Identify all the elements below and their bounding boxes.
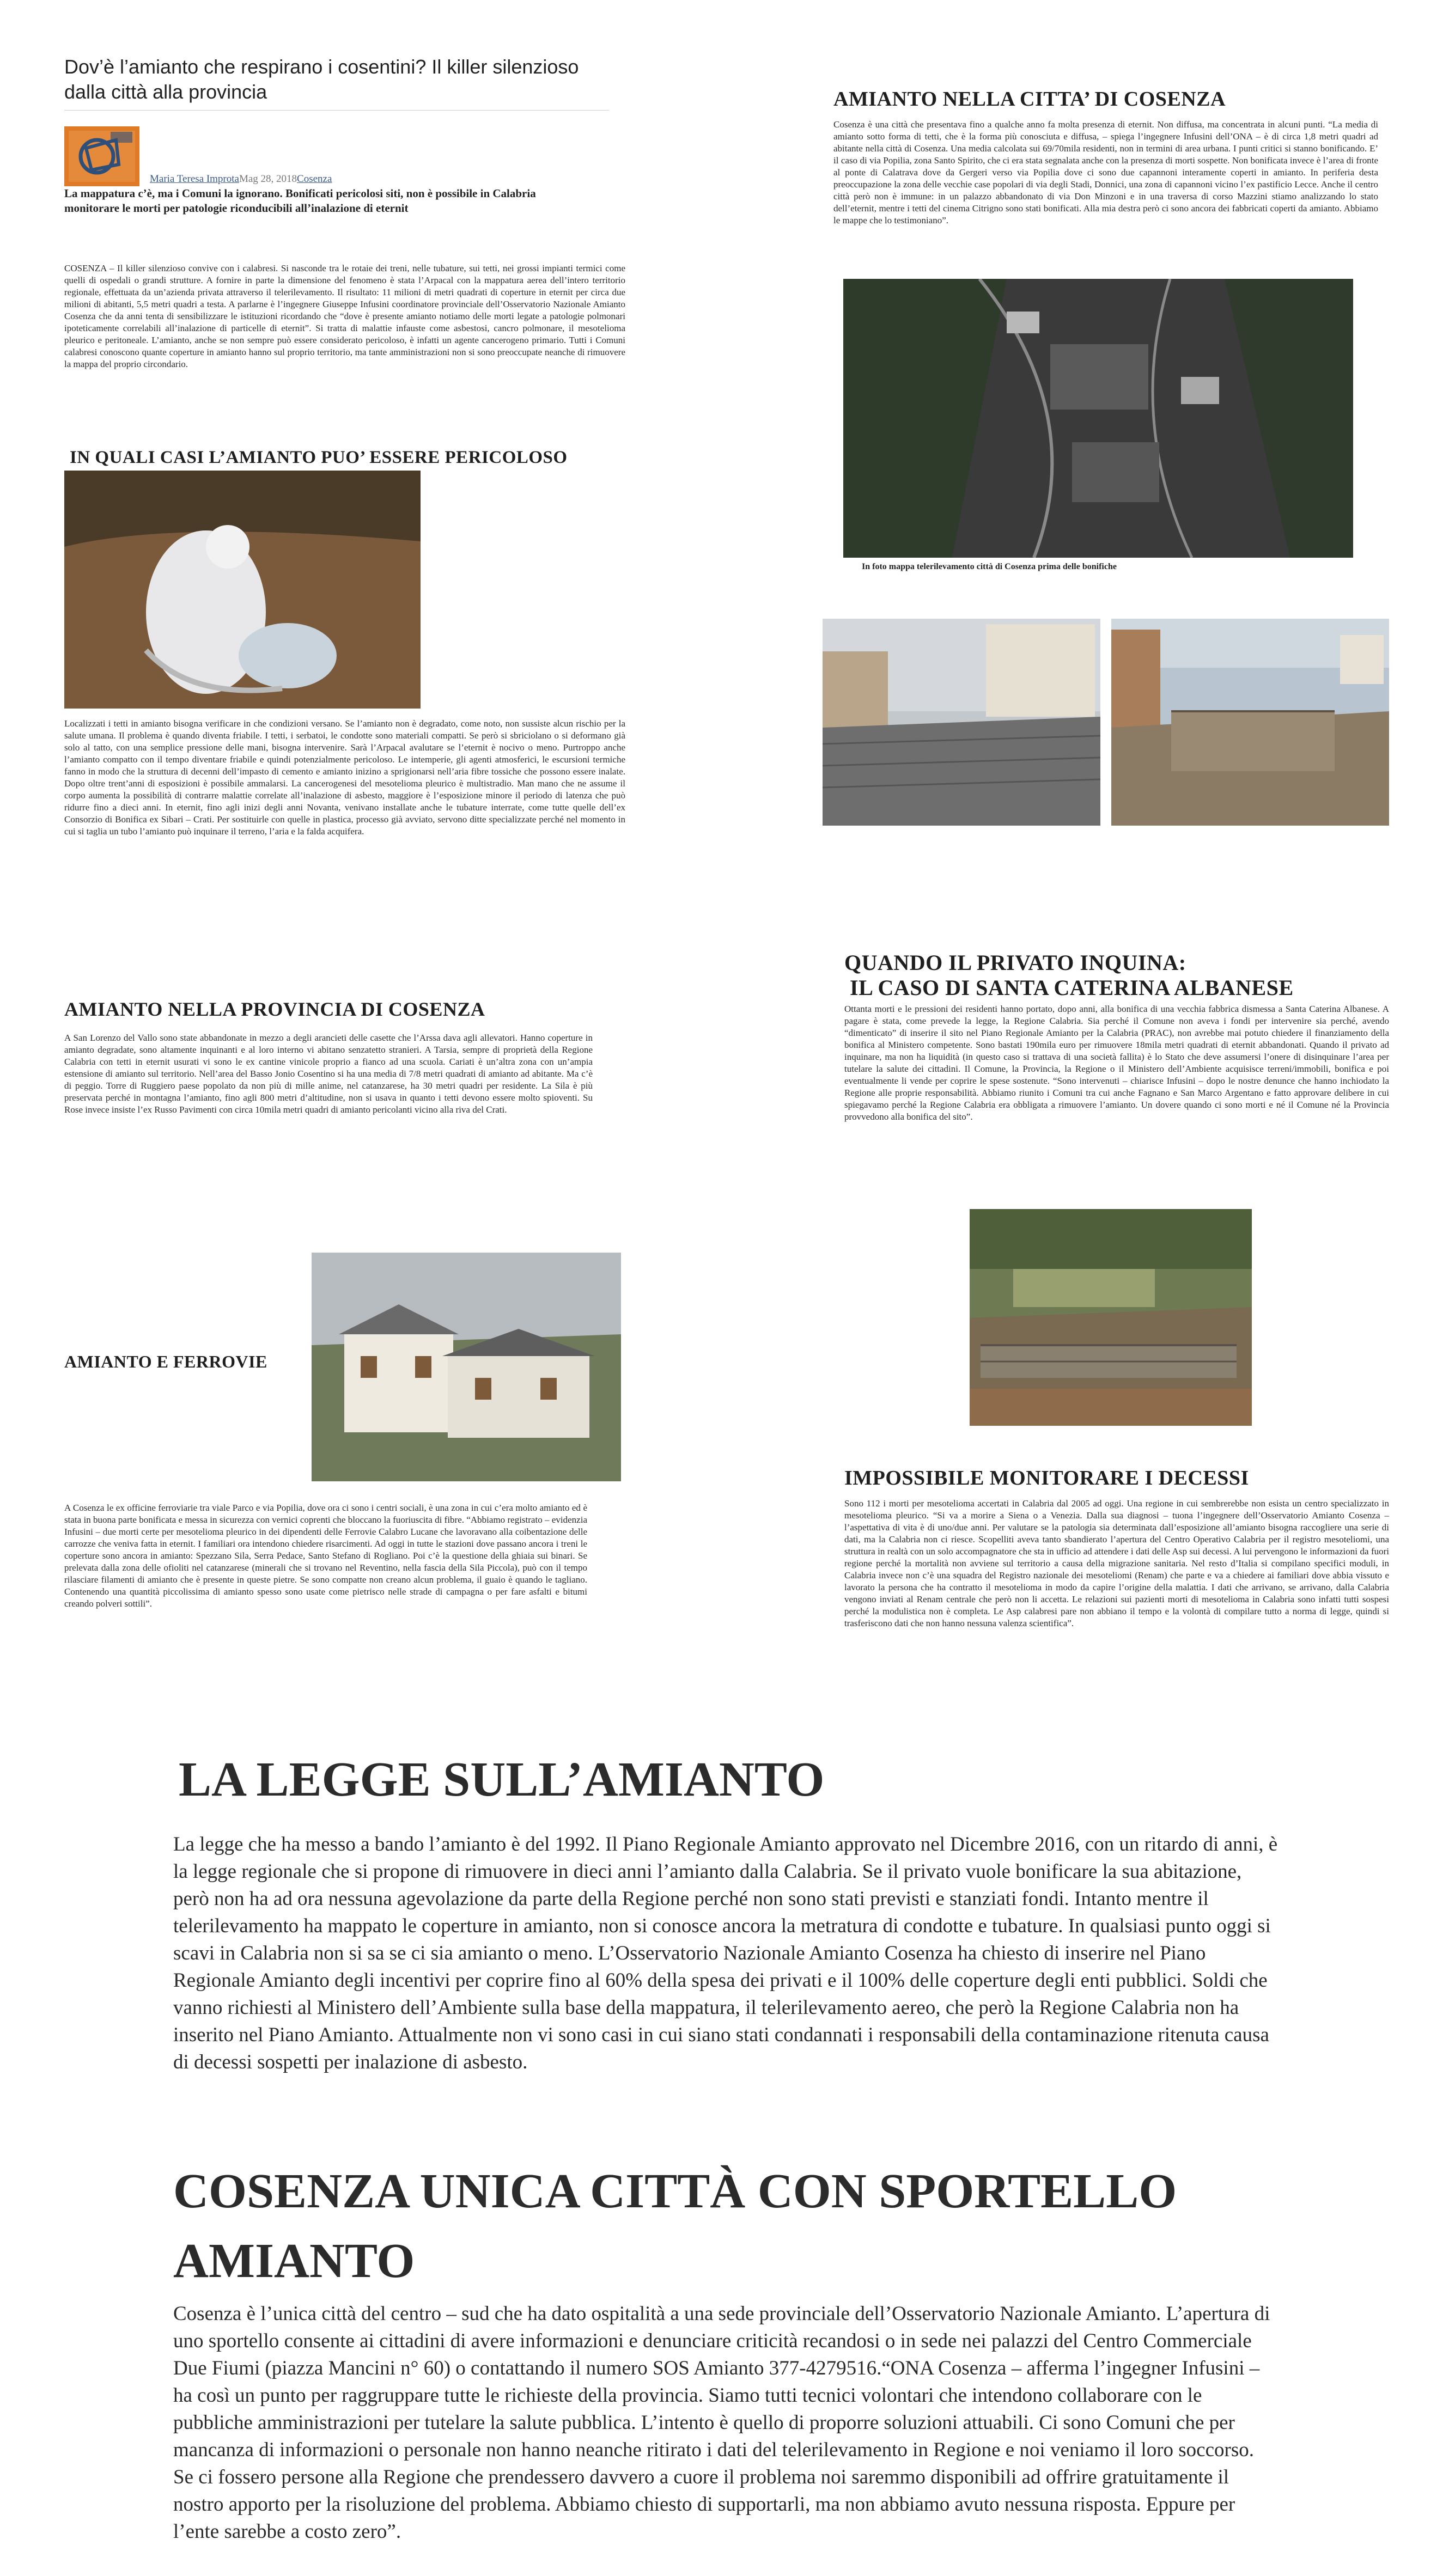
- section-heading-legge: LA LEGGE SULL’AMIANTO: [179, 1753, 825, 1806]
- worker-photo: [64, 471, 421, 709]
- article-title: Dov’è l’amianto che respirano i cosentini? Il killer silenzioso dalla città alla provincia: [64, 56, 579, 103]
- date: Mag 28, 2018: [239, 173, 297, 185]
- rooftop-photo-left: [823, 619, 1100, 826]
- author-logo[interactable]: [64, 126, 139, 186]
- author-link[interactable]: Maria Teresa Improta: [150, 173, 239, 185]
- section-heading-ferrovie: AMIANTO E FERROVIE: [64, 1352, 267, 1371]
- title-divider: [64, 110, 609, 111]
- category-link[interactable]: Cosenza: [297, 173, 332, 185]
- legge-paragraph: La legge che ha messo a bando l’amianto è del 1992. Il Piano Regionale Amianto approvato nel Dicembre 2016, con un ritardo di anni, è la legge regionale che si propone di rimuovere in dieci anni l’amianto dalla Calabria. Se il privato vuole bonificare la sua abitazione, però non ha ad ora nessuna agevolazione da parte della Regione perché non sono stati previsti e stanziati fondi. Intanto mentre il telerilevamento ha mappato le coperture in amianto, non si conosce ancora la metratura di condotte e tubature. In qualsiasi punto oggi si scavi in Calabria non si sa se ci sia amianto o meno. L’Osservatorio Nazionale Amianto Cosenza ha chiesto di inserire nel Piano Regionale Amianto degli incentivi per coprire fino al 60% della spesa dei privati e il 100% delle coperture degli enti pubblici. Soldi che vanno richiesti al Ministero dell’Ambiente sulla base della mappatura, il telerilevamento aereo, che però la Regione Calabria non ha inserito nel Piano Amianto. Attualmente non vi sono casi in cui siano stati condannati i responsabili della contaminazione ritenuta causa di decessi sospetti per inalazione di asbesto.: [173, 1833, 1278, 2073]
- pericoloso-paragraph: Localizzati i tetti in amianto bisogna verificare in che condizioni versano. Se l’amianto non è degradato, come noto, non sussiste alcun rischio per la salute umana. Il problema è quando diventa friabile. I tetti, i serbatoi, le condotte sono materiali compatti. Se però si sbriciolano o si deformano già solo al tatto, con una semplice pressione delle mani, bisogna intervenire. Sarà l’Arpacal avalutare se l’eternit è nocivo o meno. Purtroppo anche l’amianto compatto con il tempo diventare friabile e quindi potenzialmente pericoloso. Le intemperie, gli agenti atmosferici, le escursioni termiche fanno in modo che la struttura di decenni dell’impasto di cemento e amianto inizino a sprigionarsi nell’aria fibre tossiche che possono essere inalate. Dopo oltre trent’anni di esposizioni è possibile ammalarsi. La cancerogenesi del mesotelioma pleurico è multistradio. Man mano che ne assume il corpo aumenta la possibilità di contrarre malattie correlate all’inalazione di asbesto, maggiore è l’esposizione minore il periodo di latenza che può ridurre fino a dieci anni. In eternit, fino agli inizi degli anni Novanta, venivano installate anche le tubature interrate, come tutte quelle dell’ex Consorzio di Bonifica ex Sibari – Crati. Per sostituirle con quelle in plastica, processo già avviato, servono ditte specializzate perché nel momento in cui si taglia un tubo l’amianto può inquinare il terreno, l’aria e la falda acquifera.: [64, 718, 625, 837]
- section-heading-privato-2: IL CASO DI SANTA CATERINA ALBANESE: [850, 975, 1294, 1000]
- aerial-map-photo: [843, 279, 1353, 558]
- section-heading-provincia: AMIANTO NELLA PROVINCIA DI COSENZA: [64, 998, 485, 1020]
- byline: [150, 173, 332, 185]
- section-heading-citta: AMIANTO NELLA CITTA’ DI COSENZA: [833, 88, 1226, 111]
- railway-house-photo: [312, 1253, 621, 1481]
- ferrovie-paragraph: A Cosenza le ex officine ferroviarie tra viale Parco e via Popilia, dove ora ci sono i centri sociali, è una zona in cui c’era molto amianto ed è stata in buona parte bonificata e messa in sicurezza con vernici coprenti che bloccano la fuoriuscita di fibre. “Abbiamo registrato – evidenzia Infusini – due morti certe per mesotelioma pleurico in dei dipendenti delle Ferrovie Calabro Lucane che lavoravano alla coibentazione delle carrozze che veniva fatta in eternit. I familiari ora intendono chiedere risarcimenti. Ad oggi in tutte le stazioni dove passano ancora i treni le coperture sono ancora in amianto: Spezzano Sila, Serra Pedace, Santo Stefano di Rogliano. Poi c’è la questione della ghiaia sui binari. Se prelevata dalla zona delle ofioliti nel catanzarese (minerali che si trovano nel Reventino, nella fascia della Sila Piccola), può con il tempo rilasciare filamenti di amianto che è presente in queste pietre. Se sono compatte non creano alcun problema, il guaio è quando le tagliano. Contenendo una quantità piccolissima di amianto spesso sono usate come pietrisco nelle strade di campagna o per fare asfalti e bitumi creando polveri sottili”.: [64, 1503, 587, 1609]
- provincia-paragraph: A San Lorenzo del Vallo sono state abbandonate in mezzo a degli arancieti delle casette che l’Arssa dava agli allevatori. Hanno coperture in amianto degradate, sono altamente inquinanti e al loro interno vi abitano senzatetto stranieri. A Tarsia, sempre di proprietà della Regione Calabria con tetti in eternit usurati vi sono le ex cantine vinicole proprio a fianco ad una scuola. Cariati è un’altra zona con un’ampia estensione di amianto sul territorio. Nell’area del Basso Jonio Cosentino si ha una media di 7/8 metri quadrati di amianto ad abitante. Ma c’è di peggio. Torre di Ruggiero paese popolato da non più di mille anime, nel catanzarese, ha 30 metri quadri per residente. La Sila è più preservata perché in montagna l’amianto, fino agli 800 metri d’altitudine, non si usava in quanto i tetti devono essere molto spioventi. Su Rose invece insiste l’ex Russo Pavimenti con circa 10mila metri quadri di amianto pericolanti vicino alla riva del Crati.: [64, 1033, 593, 1115]
- section-heading-pericoloso: IN QUALI CASI L’AMIANTO PUO’ ESSERE PERICOLOSO: [70, 448, 568, 467]
- article-subtitle: La mappatura c’è, ma i Comuni la ignorano. Bonificati pericolosi siti, non è possibile in Calabria monitorare le morti per patologie riconducibili all’inalazione di eternit: [64, 187, 536, 215]
- section-heading-sportello: COSENZA UNICA CITTÀ CON SPORTELLO AMIANTO: [173, 2164, 1177, 2288]
- intro-paragraph: COSENZA – Il killer silenzioso convive con i calabresi. Si nasconde tra le rotaie dei treni, nelle tubature, sui tetti, nei grossi impianti termici come quelli di ospedali o grandi strutture. A fornire in parte la dimensione del fenomeno è stata l’Arpacal con la mappatura aerea dell’intero territorio regionale, effettuata da un’azienda privata attraverso il telerilevamento. Il risultato: 11 milioni di metri quadrati di coperture in eternit per circa due milioni di abitanti, 5,5 metri quadri a testa. A parlarne è l’ingegnere Giuseppe Infusini coordinatore provinciale dell’Osservatorio Nazionale Amianto Cosenza che da anni tenta di sensibilizzare le istituzioni ricordando che “dove è presente amianto notiamo delle morti legate a patologie polmonari ipoteticamente correlabili all’inalazione di particelle di eternit”. Si tratta di malattie infauste come asbestosi, cancro polmonare, il mesotelioma pleurico e peritoneale. L’amianto, anche se non sempre può essere considerato pericoloso, è infatti un agente cancerogeno primario. Tutti i Comuni calabresi conoscono quante coperture in amianto hanno sul proprio territorio, ma tante amministrazioni non si sono preoccupate neanche di rimuovere la mappa del proprio circondario.: [64, 263, 625, 369]
- map-caption: In foto mappa telerilevamento città di Cosenza prima delle bonifiche: [862, 562, 1117, 571]
- decessi-paragraph: Sono 112 i morti per mesotelioma accertati in Calabria dal 2005 ad oggi. Una regione in cui sembrerebbe non esista un centro specializzato in mesotelioma pleurico. “Si va a morire a Siena o a Venezia. Dalla sua diagnosi – tuona l’ingegnere dell’Osservatorio Amianto Cosenza – l’aspettativa di vita è di uno/due anni. Per valutare se la patologia sia determinata dall’esposizione all’amianto bisogna raccogliere una serie di dati, ma la Calabria non ci riesce. Scopelliti aveva tanto sbandierato l’apertura del Centro Operativo Calabria per il registro mesoteliomi, una struttura in realtà con un solo accompagnatore che sta in ufficio ad attendere i dati delle Asp sui decessi. A lui pervengono le informazioni da fuori regione perché la mortalità non avviene sul territorio a causa della migrazione sanitaria. Nel resto d’Italia si compilano specifici moduli, in Calabria invece non c’è una squadra del Registro nazionale dei mesoteliomi (Renam) che parte e va a chiedere ai familiari dove abbia vissuto e lavorato la persona che ha contratto il mesotelioma in modo da capire l’origine della malattia. I dati che arrivano, se arrivano, dalla Calabria vengono inviati al Renam centrale che però non li accetta. Le relazioni sui pazienti morti di mesotelioma in Calabria sono infatti tutti sospesi perché la modulistica non è completa. Le Asp calabresi pare non abbiano il tempo e la volontà di compilare tutto a norma di legge, quindi si trasferiscono dati che non hanno nessuna valenza scientifica”.: [844, 1498, 1389, 1628]
- citta-paragraph: Cosenza è una città che presentava fino a qualche anno fa molta presenza di eternit. Non diffusa, ma concentrata in alcuni punti. “La media di amianto sotto forma di tetti, che è la forma più conosciuta e diffusa, – spiega l’ingegnere Infusini dell’ONA – è di circa 1,8 metri quadri ad abitante nella città di Cosenza. Una media calcolata sui 69/70mila residenti, non in termini di area urbana. I punti critici si stanno bonificando. E’ il caso di via Popilia, zona Santo Spirito, che ci era stata segnalata anche con la presenza di morti sospette. Non bonificata invece è l’area di fronte al ponte di Calatrava dove da Gergeri verso via Popilia dove ci sono due capannoni interamente coperti in amianto. In periferia desta preoccupazione la zona delle vecchie case popolari di via degli Stadi, Donnici, una zona di capannoni vicino l’ex pastificio Lecce. Anche il centro città però non è immune: in un palazzo abbandonato di via Don Minzoni e in una traversa di corso Mazzini stiamo analizzando lo stato dell’eternit, mentre i tetti del cinema Citrigno sono stati bonificati. Alla mia destra però ci sono ancora dei fabbricati coperti da amianto. Abbiamo le mappe che lo testimoniano”.: [833, 119, 1378, 225]
- santa-caterina-photo: [970, 1209, 1252, 1426]
- logo-icon: [64, 126, 139, 186]
- section-heading-decessi: IMPOSSIBILE MONITORARE I DECESSI: [844, 1467, 1249, 1490]
- rooftop-photo-right: [1111, 619, 1389, 826]
- section-heading-privato-1: QUANDO IL PRIVATO INQUINA:: [844, 950, 1186, 975]
- privato-paragraph: Ottanta morti e le pressioni dei residenti hanno portato, dopo anni, alla bonifica di una vecchia fabbrica dismessa a Santa Caterina Albanese. A pagare è stata, come prevede la legge, la Regione Calabria. Sia perché il Comune non aveva i fondi per intervenire sia perché, avendo “dimenticato” di inserire il sito nel Piano Regionale Amianto per la Calabria (PRAC), non avrebbe mai potuto chiedere il finanziamento della bonifica al Ministero competente. Sono bastati 190mila euro per rimuovere 18mila metri quadrati di eternit abbandonati. Quando il privato ad inquinare, ma non ha liquidità (in questo caso si trattava di una società fallita) è lo Stato che deve assumersi l’onere di disinquinare l’area per tutelare la salute dei cittadini. Il Comune, la Provincia, la Regione o il Ministero dell’Ambiente acquisisce terreni/immobili, bonifica e poi eventualmente li vende per coprire le spese sostenute. “Sono intervenuti – chiarisce Infusini – dopo le nostre denunce che hanno inchiodato la Regione alle proprie responsabilità. Abbiamo riunito i Comuni tra cui anche Fagnano e San Marco Argentano e fatto approvare delibere in cui spiegavamo perché la Regione Calabria era obbligata a rimuovere l’amianto. Un dovere quando ci sono morti e né il Comune né la Provincia provvedono alla bonifica del sito”.: [844, 1004, 1389, 1122]
- sportello-paragraph: Cosenza è l’unica città del centro – sud che ha dato ospitalità a una sede provinciale dell’Osservatorio Nazionale Amianto. L’apertura di uno sportello consente ai cittadini di avere informazioni e denunciare criticità recandosi o in sede nei palazzi del Centro Commerciale Due Fiumi (piazza Mancini n° 60) o contattando il numero SOS Amianto 377-4279516.“ONA Cosenza – afferma l’ingegner Infusini – ha così un punto per raggruppare tutte le richieste della provincia. Siamo tutti tecnici volontari che intendono collaborare con le pubbliche amministrazioni per tutelare la salute pubblica. L’intento è quello di proporre soluzioni attuabili. Ci sono Comuni che per mancanza di informazioni o personale non hanno neanche ritirato i dati del telerilevamento in Regione e noi veniamo il loro soccorso. Se ci fossero persone alla Regione che prendessero davvero a cuore il problema noi saremmo disponibili ad offrire gratuitamente il nostro apporto per la risoluzione del problema. Abbiamo chiesto di supportarli, ma non abbiamo avuto nessuna risposta. Eppure per l’ente sarebbe a costo zero”.: [173, 2303, 1270, 2543]
